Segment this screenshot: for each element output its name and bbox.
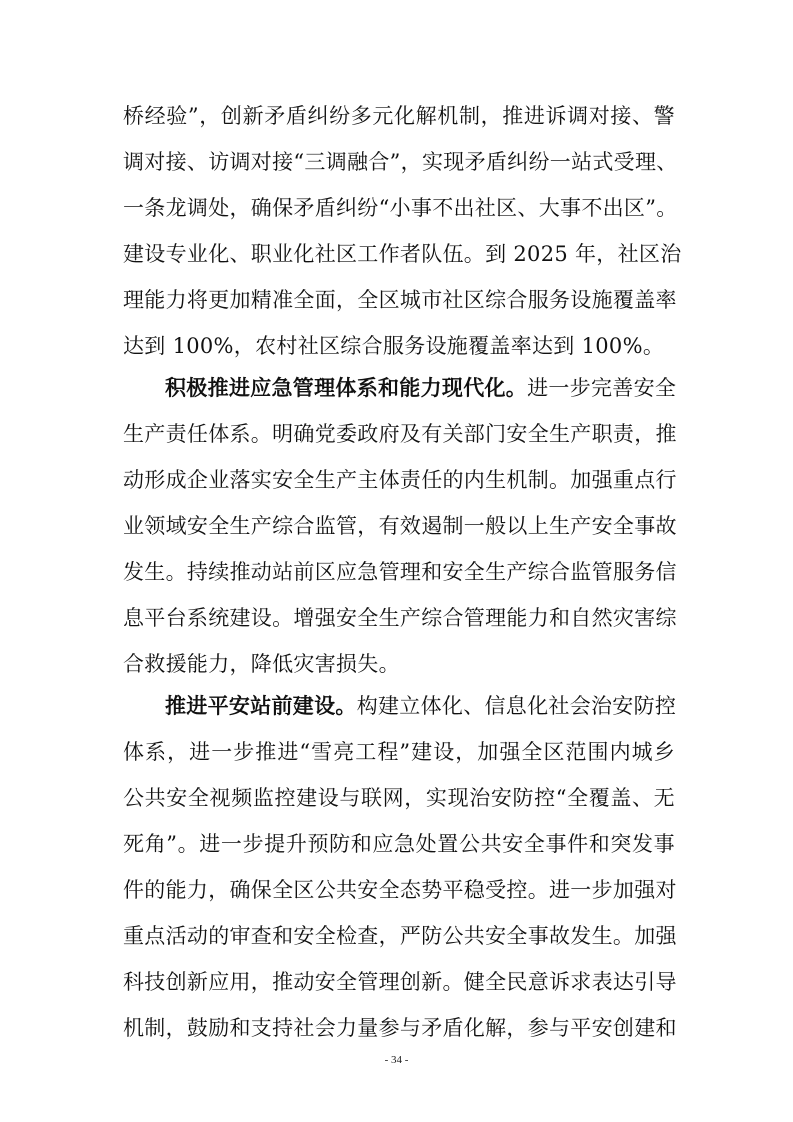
paragraph-2-line-4: 业领域安全生产综合监管，有效遏制一般以上生产安全事故 — [123, 514, 677, 538]
paragraph-1-line-5: 理能力将更加精准全面，全区城市社区综合服务设施覆盖率 — [123, 288, 677, 312]
paragraph-2-first-line-text: 进一步完善安全 — [527, 376, 677, 400]
paragraph-1-line-6: 达到 100%，农村社区综合服务设施覆盖率达到 100%。 — [123, 334, 665, 358]
paragraph-3-line-3: 公共安全视频监控建设与联网，实现治安防控“全覆盖、无 — [123, 786, 675, 810]
paragraph-3-line-5: 件的能力，确保全区公共安全态势平稳受控。进一步加强对 — [123, 878, 677, 902]
paragraph-3-first-line-text: 构建立体化、信息化社会治安防控 — [356, 694, 677, 718]
paragraph-1-line-1: 桥经验”，创新矛盾纠纷多元化解机制，推进诉调对接、警 — [123, 104, 675, 128]
paragraph-1-line-2: 调对接、访调对接“三调融合”，实现矛盾纠纷一站式受理、 — [123, 150, 678, 174]
paragraph-3-heading: 推进平安站前建设。 — [165, 694, 357, 718]
page-number: - 34 - — [384, 1054, 409, 1066]
paragraph-3-line-1 — [165, 688, 675, 724]
paragraph-2-line-1 — [165, 370, 675, 406]
paragraph-1-line-3: 一条龙调处，确保矛盾纠纷“小事不出社区、大事不出区”。 — [123, 196, 678, 220]
paragraph-1-line-4: 建设专业化、职业化社区工作者队伍。到 2025 年，社区治 — [123, 242, 682, 266]
paragraph-2-heading: 积极推进应急管理体系和能力现代化。 — [165, 376, 528, 400]
paragraph-2-line-7: 合救援能力，降低灾害损失。 — [123, 652, 400, 676]
paragraph-2-line-5: 发生。持续推动站前区应急管理和安全生产综合监管服务信 — [123, 560, 677, 584]
paragraph-2-line-6: 息平台系统建设。增强安全生产综合管理能力和自然灾害综 — [123, 606, 677, 630]
paragraph-3-line-4: 死角”。进一步提升预防和应急处置公共安全事件和突发事 — [123, 832, 675, 856]
paragraph-3-line-7: 科技创新应用，推动安全管理创新。健全民意诉求表达引导 — [123, 970, 677, 994]
paragraph-3-line-6: 重点活动的审查和安全检查，严防公共安全事故发生。加强 — [123, 924, 677, 948]
paragraph-2-line-3: 动形成企业落实安全生产主体责任的内生机制。加强重点行 — [123, 468, 677, 492]
paragraph-3-line-2: 体系，进一步推进“雪亮工程”建设，加强全区范围内城乡 — [123, 740, 675, 764]
paragraph-3-line-8: 机制，鼓励和支持社会力量参与矛盾化解，参与平安创建和 — [123, 1016, 677, 1040]
paragraph-2-line-2: 生产责任体系。明确党委政府及有关部门安全生产职责，推 — [123, 422, 677, 446]
